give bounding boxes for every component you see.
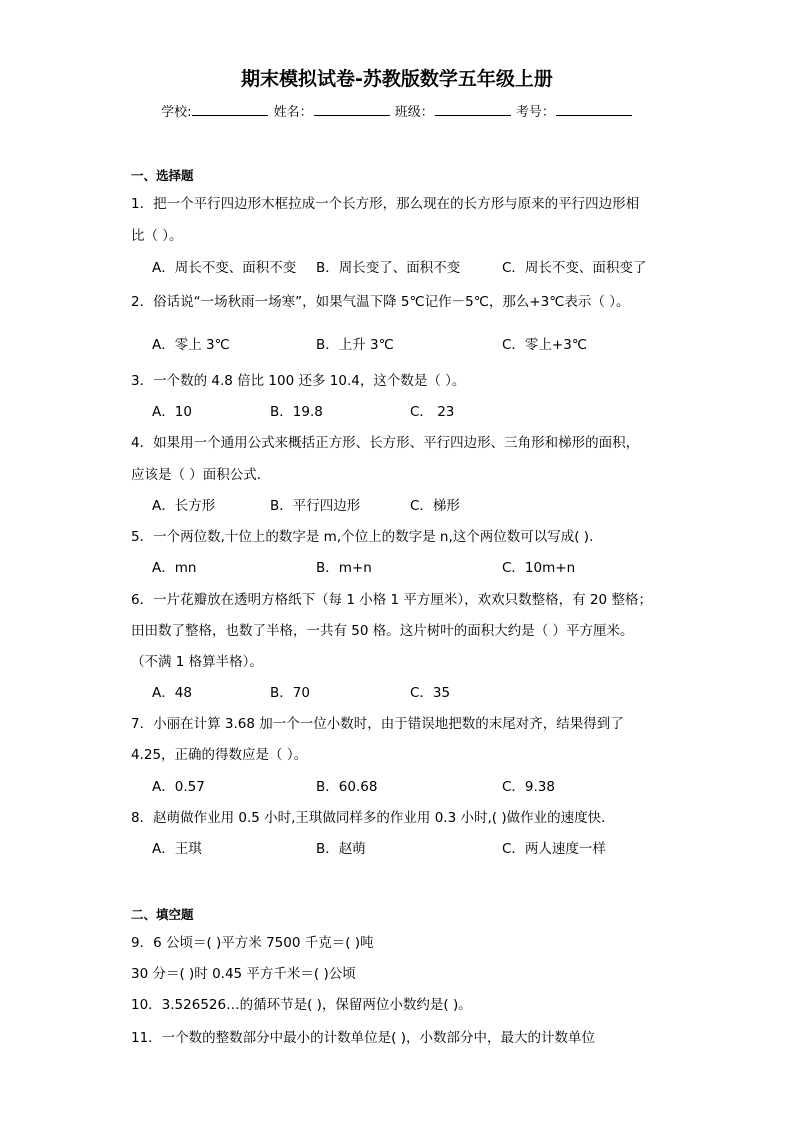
option-b: B．上升 3℃ <box>316 337 394 353</box>
option-b: B．19.8 <box>270 404 323 420</box>
question-text: 8．赵萌做作业用 0.5 小时,王琪做同样多的作业用 0.3 小时,( )做作业的速度快． <box>131 810 615 826</box>
option-a: A．周长不变、面积不变 <box>152 260 297 276</box>
option-b: B．70 <box>270 685 310 701</box>
option-a: A．零上 3℃ <box>152 337 230 353</box>
option-c: C．10m+n <box>502 560 576 576</box>
id-blank <box>556 103 632 116</box>
question-text: 4.25，正确的得数应是（ ）。 <box>131 747 308 763</box>
page-title: 期末模拟试卷-苏教版数学五年级上册 <box>241 68 553 90</box>
name-label: 姓名： <box>273 105 313 120</box>
option-a: A．王琪 <box>152 841 202 857</box>
option-b: B．平行四边形 <box>270 498 361 514</box>
question-text: 6．一片花瓣放在透明方格纸下（每 1 小格 1 平方厘米），欢欢只数整格，有 20 整格； <box>131 592 652 608</box>
question-text: 比（ ）。 <box>131 228 183 244</box>
school-blank <box>192 103 268 116</box>
option-c: C．周长不变、面积变了 <box>502 260 647 276</box>
option-a: A．mn <box>152 560 197 576</box>
question-text: 11．一个数的整数部分中最小的计数单位是( )，小数部分中，最大的计数单位 <box>131 1030 596 1046</box>
option-b: B．赵萌 <box>316 841 366 857</box>
question-text: （不满 1 格算半格）。 <box>131 654 263 670</box>
question-text: 3．一个数的 4.8 倍比 100 还多 10.4，这个数是（ ）。 <box>131 373 466 389</box>
question-text: 10．3.526526…的循环节是( )，保留两位小数约是( )。 <box>131 997 472 1013</box>
name-blank <box>314 103 390 116</box>
question-text: 5．一个两位数,十位上的数字是 m,个位上的数字是 n,这个两位数可以写成( ). <box>131 529 594 545</box>
option-c: C．9.38 <box>502 779 555 795</box>
question-text: 应该是（ ）面积公式． <box>131 467 271 483</box>
option-a: A．10 <box>152 404 192 420</box>
student-info-row <box>0 101 794 120</box>
option-c: C．35 <box>410 685 451 701</box>
question-text: 7．小丽在计算 3.68 加一个一位小数时，由于错误地把数的末尾对齐，结果得到了 <box>131 716 624 732</box>
option-c: C．梯形 <box>410 498 460 514</box>
option-b: B．m+n <box>316 560 372 576</box>
section-title: 二、填空题 <box>131 907 194 922</box>
question-text: 9．6 公顷＝( )平方米 7500 千克＝( )吨 <box>131 935 374 951</box>
option-a: A．0.57 <box>152 779 205 795</box>
option-c: C．零上+3℃ <box>502 337 587 353</box>
option-a: A．48 <box>152 685 192 701</box>
school-label: 学校: <box>161 105 192 120</box>
section-title: 一、选择题 <box>131 168 194 183</box>
question-text: 田田数了整格，也数了半格，一共有 50 格。这片树叶的面积大约是（ ）平方厘米。 <box>131 623 634 639</box>
question-text: 4．如果用一个通用公式来概括正方形、长方形、平行四边形、三角形和梯形的面积， <box>131 435 640 451</box>
option-b: B．周长变了、面积不变 <box>316 260 461 276</box>
class-label: 班级： <box>394 105 434 120</box>
option-c: C．两人速度一样 <box>502 841 606 857</box>
option-b: B．60.68 <box>316 779 378 795</box>
question-text: 30 分＝( )时 0.45 平方千米＝( )公顷 <box>131 966 356 982</box>
option-c: C． 23 <box>410 404 455 420</box>
question-text: 2．俗话说“一场秋雨一场寒”，如果气温下降 5℃记作－5℃，那么+3℃表示（ ）。 <box>131 294 630 310</box>
class-blank <box>435 103 511 116</box>
question-text: 1．把一个平行四边形木框拉成一个长方形，那么现在的长方形与原来的平行四边形相 <box>131 196 640 212</box>
id-label: 考号： <box>515 105 555 120</box>
option-a: A．长方形 <box>152 498 216 514</box>
